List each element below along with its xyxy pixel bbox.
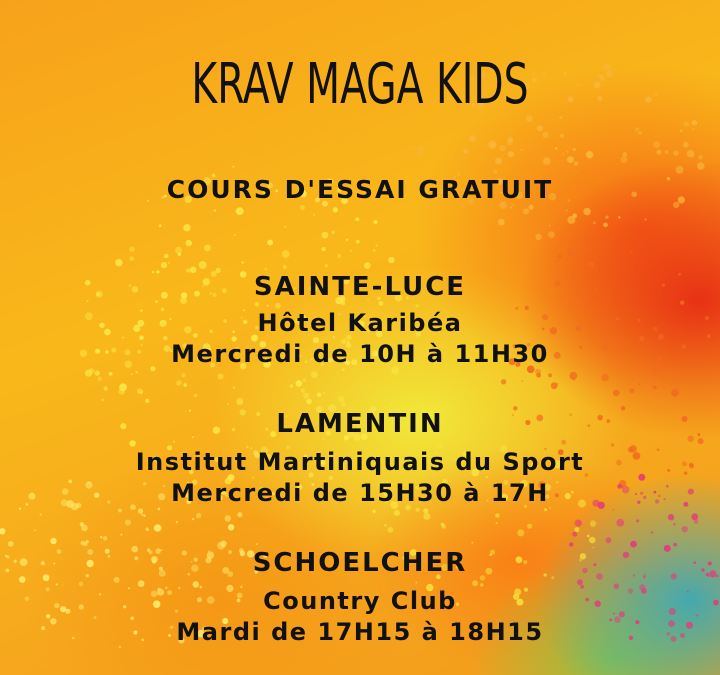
splatter-dot (100, 536, 102, 538)
splatter-dot (81, 525, 88, 532)
splatter-dot (542, 132, 548, 138)
splatter-dot (125, 520, 131, 526)
splatter-dot (698, 438, 704, 444)
splatter-dot (570, 372, 578, 380)
location-schedule-schoelcher: Mardi de 17H15 à 18H15 (176, 618, 544, 646)
splatter-dot (301, 389, 305, 393)
splatter-dot (605, 216, 608, 219)
splatter-dot (145, 399, 149, 403)
splatter-dot (673, 523, 676, 526)
splatter-dot (522, 380, 524, 382)
splatter-dot (313, 214, 315, 216)
splatter-dot (523, 208, 529, 214)
location-schedule-sainte-luce: Mercredi de 10H à 11H30 (171, 340, 549, 368)
splatter-dot (118, 388, 125, 395)
splatter-dot (529, 205, 534, 210)
splatter-dot (141, 514, 143, 516)
location-venue-schoelcher: Country Club (263, 587, 457, 615)
splatter-dot (557, 254, 562, 259)
splatter-dot (412, 147, 415, 150)
splatter-dot (120, 534, 122, 536)
splatter-dot (423, 508, 428, 513)
location-venue-sainte-luce: Hôtel Karibéa (257, 309, 463, 337)
splatter-dot (104, 386, 108, 390)
splatter-dot (586, 151, 593, 158)
splatter-dot (234, 234, 236, 236)
splatter-dot (450, 157, 452, 159)
splatter-dot (548, 373, 552, 377)
splatter-dot (551, 382, 558, 389)
splatter-dot (242, 261, 244, 263)
poster-title: KRAV MAGA KIDS (191, 52, 529, 117)
splatter-dot (19, 508, 21, 510)
splatter-dot (79, 582, 83, 586)
splatter-dot (572, 213, 577, 218)
splatter-dot (612, 509, 614, 511)
splatter-dot (683, 142, 689, 148)
splatter-dot (574, 527, 579, 532)
splatter-dot (463, 149, 468, 154)
splatter-dot (338, 396, 344, 402)
splatter-dot (256, 543, 258, 545)
splatter-dot (442, 524, 446, 528)
splatter-dot (692, 154, 695, 157)
splatter-dot (236, 398, 243, 405)
splatter-dot (204, 245, 211, 252)
splatter-dot (651, 531, 654, 534)
splatter-dot (84, 542, 88, 546)
splatter-dot (573, 148, 576, 151)
splatter-dot (574, 161, 579, 166)
splatter-dot (333, 207, 338, 212)
splatter-dot (691, 513, 698, 520)
splatter-dot (656, 150, 661, 155)
splatter-dot (563, 153, 565, 155)
splatter-dot (510, 207, 512, 209)
splatter-dot (50, 538, 56, 544)
splatter-dot (303, 393, 309, 399)
splatter-dot (569, 542, 573, 546)
splatter-dot (509, 139, 512, 142)
splatter-dot (300, 205, 305, 210)
splatter-dot (119, 646, 122, 649)
splatter-dot (472, 580, 478, 586)
splatter-dot (415, 304, 418, 307)
splatter-dot (417, 146, 424, 153)
splatter-dot (158, 508, 161, 511)
splatter-dot (500, 145, 506, 151)
splatter-dot (34, 529, 36, 531)
splatter-dot (629, 388, 634, 393)
splatter-dot (565, 209, 567, 211)
splatter-dot (567, 156, 574, 163)
splatter-dot (56, 583, 58, 585)
splatter-dot (517, 529, 524, 536)
splatter-dot (535, 234, 541, 240)
splatter-dot (384, 524, 387, 527)
splatter-dot (572, 532, 577, 537)
splatter-dot (322, 232, 329, 239)
splatter-dot (183, 224, 190, 231)
splatter-dot (175, 247, 182, 254)
splatter-dot (593, 221, 596, 224)
location-city-lamentin: LAMENTIN (276, 409, 444, 439)
splatter-dot (129, 247, 134, 252)
splatter-dot (388, 527, 394, 533)
splatter-dot (622, 152, 627, 157)
splatter-dot (611, 443, 614, 446)
splatter-dot (8, 541, 14, 547)
splatter-dot (140, 391, 143, 394)
location-city-sainte-luce: SAINTE-LUCE (253, 272, 467, 302)
splatter-dot (573, 379, 575, 381)
location-city-schoelcher: SCHOELCHER (252, 548, 468, 578)
splatter-dot (296, 380, 303, 387)
splatter-dot (182, 373, 186, 377)
splatter-dot (583, 208, 591, 216)
splatter-dot (325, 264, 328, 267)
splatter-dot (697, 162, 705, 170)
splatter-dot (364, 262, 371, 269)
splatter-dot (283, 265, 287, 269)
splatter-dot (692, 120, 697, 125)
splatter-dot (168, 262, 170, 264)
splatter-dot (527, 524, 532, 529)
splatter-dot (390, 403, 392, 405)
poster-subtitle: COURS D'ESSAI GRATUIT (166, 175, 554, 204)
splatter-dot (356, 240, 360, 244)
splatter-dot (129, 440, 135, 446)
splatter-dot (556, 260, 559, 263)
splatter-dot (138, 580, 145, 587)
splatter-dot (228, 524, 234, 530)
splatter-dot (290, 384, 293, 387)
splatter-dot (394, 510, 400, 516)
splatter-dot (350, 250, 352, 252)
splatter-dot (549, 225, 551, 227)
splatter-dot (590, 520, 596, 526)
splatter-dot (0, 528, 6, 534)
splatter-dot (694, 519, 699, 524)
splatter-dot (653, 141, 660, 148)
splatter-dot (698, 155, 703, 160)
splatter-dot (376, 245, 378, 247)
splatter-dot (192, 518, 194, 520)
splatter-dot (555, 147, 558, 150)
splatter-dot (95, 370, 100, 375)
location-schedule-lamentin: Mercredi de 15H30 à 17H (171, 479, 549, 507)
location-venue-lamentin: Institut Martiniquais du Sport (135, 448, 585, 476)
splatter-dot (452, 442, 454, 444)
splatter-dot (587, 535, 590, 538)
splatter-dot (173, 441, 175, 443)
splatter-dot (236, 207, 244, 215)
splatter-dot (668, 514, 674, 520)
splatter-dot (645, 96, 652, 103)
splatter-dot (682, 526, 688, 532)
splatter-dot (665, 150, 669, 154)
splatter-dot (652, 369, 659, 376)
splatter-dot (267, 240, 273, 246)
splatter-dot (676, 166, 684, 174)
splatter-dot (423, 513, 430, 520)
splatter-dot (143, 515, 145, 517)
splatter-dot (284, 226, 286, 228)
splatter-dot (303, 378, 307, 382)
splatter-dot (575, 520, 582, 527)
splatter-dot (673, 543, 677, 547)
splatter-dot (322, 247, 326, 251)
splatter-dot (138, 508, 143, 513)
splatter-dot (638, 383, 640, 385)
splatter-dot (606, 537, 612, 543)
splatter-dot (489, 141, 497, 149)
splatter-dot (683, 121, 689, 127)
splatter-dot (342, 403, 346, 407)
splatter-dot (118, 509, 122, 513)
splatter-dot (317, 393, 321, 397)
splatter-dot (131, 373, 133, 375)
splatter-dot (654, 92, 657, 95)
splatter-dot (496, 522, 498, 524)
splatter-dot (536, 373, 541, 378)
splatter-dot (237, 512, 242, 517)
splatter-dot (342, 368, 345, 371)
splatter-dot (415, 582, 417, 584)
splatter-dot (653, 385, 657, 389)
splatter-dot (227, 403, 229, 405)
splatter-dot (337, 254, 341, 258)
splatter-dot (566, 150, 568, 152)
splatter-dot (372, 510, 375, 513)
splatter-dot (486, 146, 488, 148)
splatter-dot (588, 261, 594, 267)
splatter-dot (416, 508, 420, 512)
splatter-dot (218, 374, 224, 380)
splatter-dot (471, 542, 473, 544)
splatter-dot (154, 524, 162, 532)
splatter-dot (183, 383, 187, 387)
splatter-dot (282, 250, 290, 258)
splatter-dot (176, 380, 181, 385)
splatter-dot (161, 262, 167, 268)
splatter-dot (521, 149, 523, 151)
splatter-dot (89, 368, 95, 374)
splatter-dot (311, 371, 318, 378)
splatter-dot (101, 399, 104, 402)
splatter-dot (461, 205, 463, 207)
splatter-dot (618, 216, 620, 218)
splatter-dot (214, 210, 216, 212)
splatter-dot (233, 386, 235, 388)
splatter-dot (388, 257, 394, 263)
splatter-dot (561, 440, 566, 445)
splatter-dot (265, 268, 268, 271)
splatter-dot (568, 249, 575, 256)
splatter-dot (373, 220, 377, 224)
splatter-dot (560, 134, 564, 138)
splatter-dot (232, 166, 234, 168)
splatter-dot (373, 249, 376, 252)
splatter-dot (508, 151, 514, 157)
splatter-dot (495, 513, 499, 517)
splatter-dot (671, 389, 679, 397)
splatter-dot (159, 224, 162, 227)
splatter-dot (630, 251, 632, 253)
splatter-dot (306, 399, 312, 405)
splatter-dot (498, 219, 505, 226)
splatter-dot (636, 519, 639, 522)
splatter-dot (40, 514, 42, 516)
splatter-dot (323, 392, 325, 394)
splatter-dot (577, 579, 583, 585)
splatter-dot (549, 507, 551, 509)
splatter-dot (544, 508, 547, 511)
splatter-dot (680, 129, 683, 132)
splatter-dot (692, 128, 694, 130)
splatter-dot (645, 219, 647, 221)
splatter-dot (346, 239, 348, 241)
splatter-dot (630, 541, 637, 548)
splatter-dot (603, 222, 608, 227)
splatter-dot (537, 125, 543, 131)
splatter-dot (332, 231, 335, 234)
splatter-dot (601, 374, 609, 382)
splatter-dot (469, 135, 476, 142)
splatter-dot (220, 540, 227, 547)
splatter-dot (495, 158, 502, 165)
splatter-dot (616, 519, 624, 527)
splatter-dot (486, 476, 488, 478)
splatter-dot (225, 515, 232, 522)
splatter-dot (355, 217, 359, 221)
splatter-dot (186, 240, 192, 246)
splatter-dot (548, 231, 555, 238)
splatter-dot (176, 521, 178, 523)
splatter-dot (638, 131, 641, 134)
splatter-dot (620, 156, 627, 163)
splatter-dot (136, 371, 138, 373)
splatter-dot (98, 377, 102, 381)
splatter-dot (512, 204, 514, 206)
splatter-dot (199, 261, 207, 269)
splatter-dot (417, 152, 422, 157)
splatter-dot (501, 379, 506, 384)
splatter-dot (115, 259, 122, 266)
splatter-dot (580, 244, 587, 251)
splatter-dot (255, 302, 260, 307)
splatter-dot (613, 390, 620, 397)
splatter-dot (109, 372, 113, 376)
splatter-dot (275, 303, 281, 309)
splatter-dot (493, 170, 497, 174)
splatter-dot (145, 527, 149, 531)
splatter-dot (589, 537, 596, 544)
splatter-dot (129, 256, 134, 261)
splatter-dot (635, 127, 639, 131)
splatter-dot (103, 536, 108, 541)
splatter-dot (673, 150, 678, 155)
splatter-dot (194, 394, 197, 397)
splatter-dot (196, 513, 201, 518)
splatter-dot (267, 305, 269, 307)
splatter-dot (543, 157, 551, 165)
splatter-dot (164, 254, 169, 259)
